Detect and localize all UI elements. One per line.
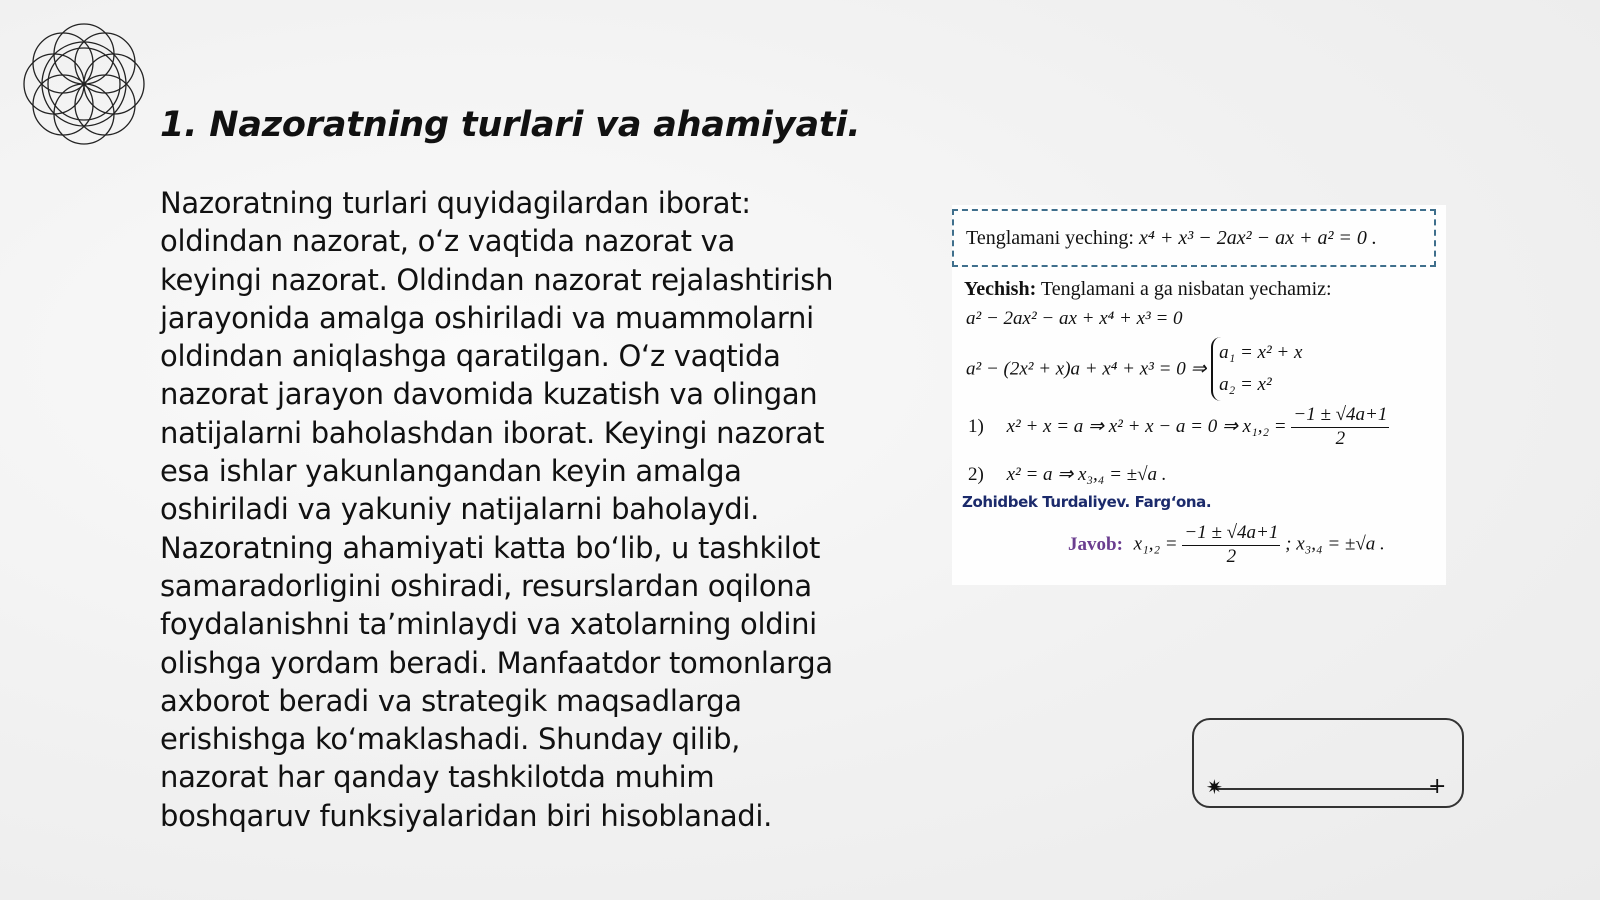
answer-right: ; x₃,₄ = ±√a .: [1285, 533, 1385, 555]
equation-system: [1211, 337, 1302, 401]
decorative-circles-logo: [10, 10, 158, 158]
case-1: [968, 403, 1389, 450]
case-1-denominator: 2: [1335, 428, 1346, 449]
solution-intro: [964, 278, 1332, 301]
progress-handle-icon[interactable]: ✷: [1206, 775, 1223, 799]
problem-equation: x⁴ + x³ − 2ax² − ax + a² = 0 .: [1139, 227, 1377, 249]
math-problem-image: [952, 205, 1446, 585]
solution-text: Tenglamani a ga nisbatan yechamiz:: [1040, 278, 1332, 300]
slide-title: 1. Nazoratning turlari va ahamiyati.: [160, 105, 861, 145]
answer-label: Javob:: [1068, 533, 1123, 555]
progress-track[interactable]: [1216, 788, 1438, 790]
media-progress-widget[interactable]: [1192, 718, 1464, 808]
slide-body-text: Nazoratning turlari quyidagilardan iborat: oldindan nazorat, o‘z vaqtida nazorat va keyingi nazorat. Oldindan nazorat rejalashtirish jarayonida amalga oshiriladi va muammolarni oldindan aniqlashga qaratilgan. O‘z vaqtida nazorat jarayon davomida kuzatish va olingan natijalarni baholashdan iborat. Keyingi nazorat esa ishlar yakunlangandan keyin amalga oshiriladi va yakuniy natijalarni baholaydi. Nazoratning ahamiyati katta bo‘lib, u tashkilot samaradorligini oshiradi, resurslardan oqilona foydalanishni ta’minlaydi va xatolarning oldini olishga yordam beradi. Manfaatdor tomonlarga axborot beradi va strategik maqsadlarga erishishga ko‘maklashadi. Shunday qilib, nazorat har qanday tashkilotda muhim boshqaruv funksiyalaridan biri hisoblanadi.: [160, 186, 834, 833]
answer-denominator: 2: [1226, 546, 1237, 567]
author-signature: Zohidbek Turdaliyev. Farg‘ona.: [962, 493, 1212, 511]
case-1-number: 1): [968, 415, 984, 437]
solution-step-2: [966, 337, 1302, 401]
problem-label: Tenglamani yeching:: [966, 227, 1134, 249]
answer-fraction: [1182, 521, 1280, 568]
problem-statement: [966, 227, 1377, 250]
solution-label: Yechish:: [964, 278, 1037, 300]
case-2-equation: x² = a ⇒ x₃,₄ = ±√a .: [1006, 464, 1167, 485]
answer-numerator: −1 ± √4a+1: [1182, 521, 1280, 546]
answer-line: [1068, 521, 1385, 568]
case-1-numerator: −1 ± √4a+1: [1291, 403, 1389, 428]
case-2-number: 2): [968, 464, 984, 485]
system-a2: a₂ = x²: [1219, 374, 1272, 395]
progress-end-marker-icon: +: [1428, 774, 1447, 799]
system-a1: a₁ = x² + x: [1219, 342, 1303, 363]
problem-box: [952, 209, 1436, 267]
case-2: [968, 463, 1167, 486]
solution-step-1: a² − 2ax² − ax + x⁴ + x³ = 0: [966, 308, 1183, 329]
step-2-equation: a² − (2x² + x)a + x⁴ + x³ = 0 ⇒: [966, 358, 1207, 380]
case-1-equation: x² + x = a ⇒ x² + x − a = 0 ⇒ x₁,₂ =: [1006, 416, 1287, 437]
case-1-fraction: [1291, 403, 1389, 450]
answer-left: x₁,₂ =: [1133, 533, 1178, 555]
